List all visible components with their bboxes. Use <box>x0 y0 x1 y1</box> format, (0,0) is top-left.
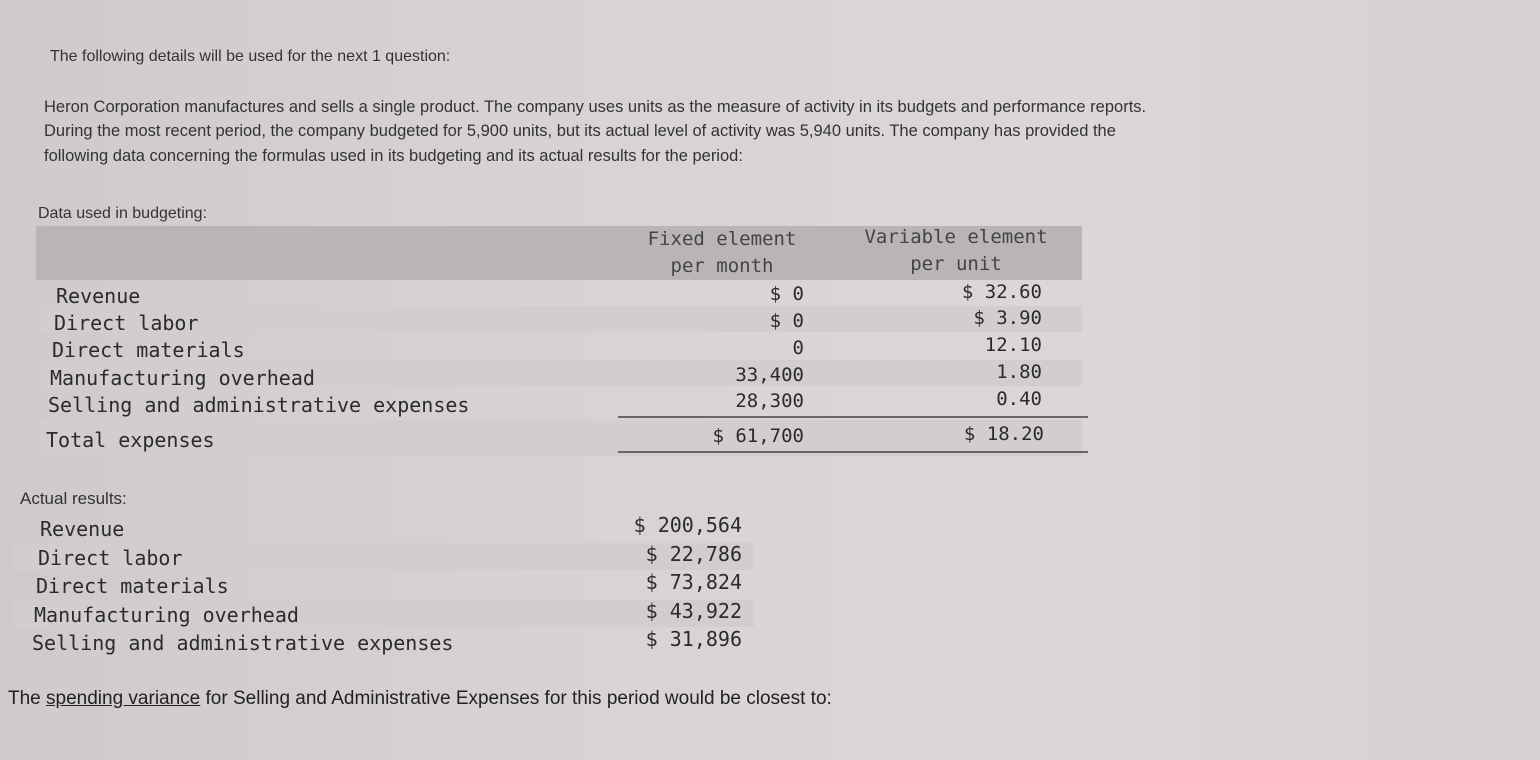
actual-results-label: Actual results: <box>20 489 127 508</box>
total-fixed-value: $ 61,700 <box>712 425 804 447</box>
budget-fixed-value: 0 <box>792 337 804 359</box>
paragraph-line-3: following data concerning the formulas used in its budgeting and its actual results for the period: <box>44 147 743 165</box>
total-rule <box>618 451 1088 453</box>
actual-value: $ 43,922 <box>645 599 742 623</box>
fixed-header-line-2: per month <box>670 255 774 277</box>
actual-value: $ 31,896 <box>645 627 742 651</box>
budget-row-label: Manufacturing overhead <box>50 366 315 390</box>
actual-row-label: Selling and administrative expenses <box>32 631 454 655</box>
paragraph-line-1: Heron Corporation manufactures and sells a single product. The company uses units as the measure of activity in its budgets and performance reports. <box>44 98 1147 116</box>
fixed-header-line-1: Fixed element <box>647 228 797 250</box>
total-variable-value: $ 18.20 <box>963 423 1044 445</box>
variable-element-header <box>836 224 1076 278</box>
budget-row-label: Revenue <box>56 284 141 308</box>
actual-row-label: Manufacturing overhead <box>34 603 299 627</box>
actual-value: $ 73,824 <box>645 570 742 594</box>
variable-header-line-1: Variable element <box>864 226 1048 248</box>
fixed-element-header <box>622 226 822 280</box>
budget-row-label: Direct materials <box>52 338 245 362</box>
question-text <box>8 688 832 710</box>
budget-variable-value: 0.40 <box>996 388 1042 410</box>
budget-fixed-value: 28,300 <box>735 390 804 412</box>
actual-row-label: Direct labor <box>38 546 183 570</box>
budget-variable-value: $ 32.60 <box>961 281 1042 303</box>
budget-row-label: Selling and administrative expenses <box>48 393 470 417</box>
budget-variable-value: 12.10 <box>984 334 1042 356</box>
budget-fixed-value: $ 0 <box>769 283 804 305</box>
question-prefix: The <box>8 688 47 709</box>
budget-variable-value: $ 3.90 <box>973 307 1042 329</box>
actual-value: $ 200,564 <box>633 513 742 537</box>
question-suffix: for Selling and Administrative Expenses for this period would be closest to: <box>200 688 832 709</box>
budget-fixed-value: 33,400 <box>735 364 804 386</box>
budget-fixed-value: $ 0 <box>769 310 804 332</box>
subtotal-rule <box>618 416 1088 418</box>
budget-table-label: Data used in budgeting: <box>38 205 208 222</box>
actual-row-label: Revenue <box>40 517 125 541</box>
spending-variance-link[interactable]: spending variance <box>46 688 201 709</box>
paragraph-line-2: During the most recent period, the company budgeted for 5,900 units, but its actual level of activity was 5,940 units. The company has provided the <box>44 122 1116 140</box>
actual-row-label: Direct materials <box>36 574 229 598</box>
budget-row-label: Direct labor <box>54 311 199 335</box>
intro-text: The following details will be used for the next 1 question: <box>50 48 451 65</box>
variable-header-line-2: per unit <box>910 253 1002 275</box>
actual-value: $ 22,786 <box>645 542 742 566</box>
budget-variable-value: 1.80 <box>996 361 1042 383</box>
total-expenses-label: Total expenses <box>46 428 215 452</box>
